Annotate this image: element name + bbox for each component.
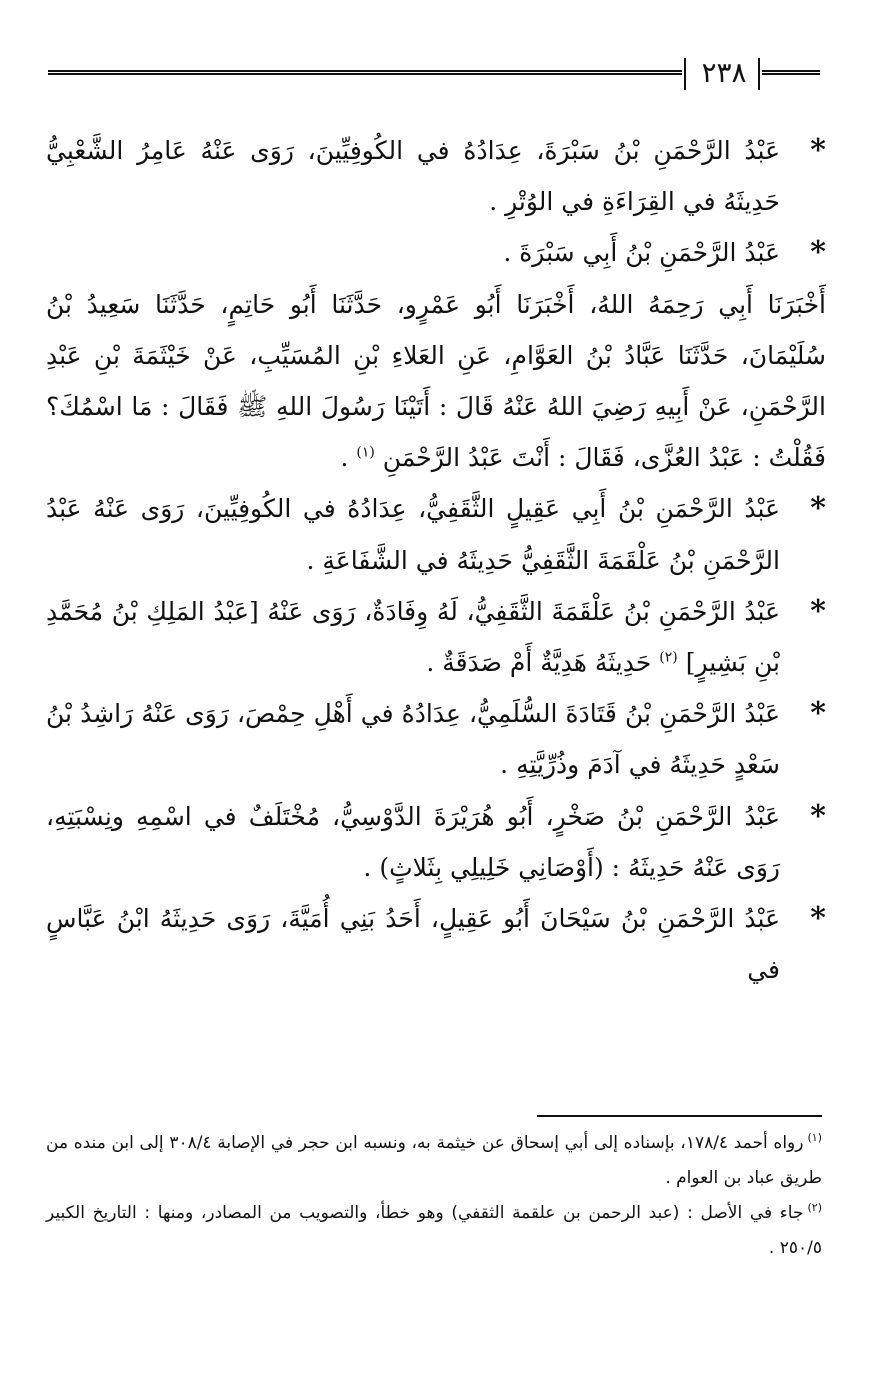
entry-text: عَبْدُ الرَّحْمَنِ بْنُ أَبِي سَبْرَةَ . (503, 238, 780, 268)
main-text (46, 125, 826, 995)
footnotes (46, 1126, 822, 1266)
entry-ibn-qatadah (46, 688, 826, 790)
header-rule-right (762, 70, 820, 75)
narration-end: . (340, 443, 349, 473)
entry-star: * (810, 491, 826, 527)
entry-text: عَبْدُ الرَّحْمَنِ بْنُ أَبِي عَقِيلٍ الثَّقَفِيُّ، عِدَادُهُ في الكُوفِيِّينَ، رَوَى عَنْهُ عَبْدُ الرَّحْمَنِ بْنُ عَلْقَمَةَ الثَّقَفِيُّ حَدِيثَهُ في الشَّفَاعَةِ . (46, 494, 780, 575)
footnote-separator (537, 1115, 822, 1117)
footnote-2 (46, 1196, 822, 1266)
footnote-mark: (١) (807, 1131, 822, 1145)
entry-text: عَبْدُ الرَّحْمَنِ بْنُ سَبْرَةَ، عِدَادُهُ في الكُوفِيِّينَ، رَوَى عَنْهُ عَامِرُ الشَّعْبِيُّ حَدِيثَهُ في القِرَاءَةِ في الوُتْرِ . (46, 136, 780, 217)
footnote-text: جاء في الأصل : (عبد الرحمن بن علقمة الثقفي) وهو خطأ، والتصويب من المصادر، ومنها : التاريخ الكبير ٢٥٠/٥ . (46, 1203, 822, 1258)
entry-star: * (810, 798, 826, 834)
entry-star: * (810, 593, 826, 629)
entry-text: عَبْدُ الرَّحْمَنِ بْنُ صَخْرٍ، أَبُو هُرَيْرَةَ الدَّوْسِيُّ، مُخْتَلَفٌ في اسْمِهِ ونِسْبَتِهِ، رَوَى عَنْهُ حَدِيثَهُ : (أَوْصَانِي خَلِيلِي بِثَلاثٍ) . (46, 801, 780, 882)
entry-ibn-alqamah (46, 586, 826, 688)
entry-ibn-abi-aqil (46, 483, 826, 585)
footnote-mark: (٢) (807, 1201, 822, 1215)
footnote-1 (46, 1126, 822, 1196)
entry-text: عَبْدُ الرَّحْمَنِ بْنُ سَيْحَانَ أَبُو عَقِيلٍ، أَحَدُ بَنِي أُمَيَّةَ، رَوَى حَدِيثَهُ ابْنُ عَبَّاسٍ في (46, 904, 780, 985)
entry-text-before: عَبْدُ الرَّحْمَنِ بْنُ عَلْقَمَةَ الثَّقَفِيُّ، لَهُ وِفَادَةٌ، رَوَى عَنْهُ [عَبْدُ المَلِكِ بْنُ مُحَمَّدِ بْنِ بَشِيرٍ] (46, 596, 780, 678)
narration-text: أَخْبَرَنَا أَبِي رَحِمَهُ اللهُ، أَخْبَرَنَا أَبُو عَمْرٍو، حَدَّثَنَا أَبُو حَاتِمٍ، حَدَّثَنَا سَعِيدُ بْنُ سُلَيْمَانَ، حَدَّثَنَا عَبَّادُ بْنُ العَوَّامِ، عَنِ العَلاءِ بْنِ المُسَيِّبِ، عَنْ خَيْثَمَةَ بْنِ عَبْدِ الرَّحْمَنِ، عَنْ أَبِيهِ رَضِيَ اللهُ عَنْهُ قَالَ : أَتَيْنَا رَسُولَ اللهِ ﷺ فَقَالَ : مَا اسْمُكَ؟ فَقُلْتُ : عَبْدُ العُزَّى، فَقَالَ : أَنْتَ عَبْدُ الرَّحْمَنِ (46, 289, 826, 473)
entry-ibn-saihan (46, 893, 826, 995)
header-separator-right (758, 58, 760, 90)
entry-ibn-sabrah (46, 125, 826, 227)
footnote-reference-2[interactable]: (٢) (659, 649, 678, 666)
page-header (48, 52, 820, 96)
entry-star: * (810, 696, 826, 732)
entry-star: * (810, 901, 826, 937)
entry-text-after: حَدِيثَهُ هَدِيَّةٌ أَمْ صَدَقَةٌ . (426, 648, 652, 678)
header-rule-left (48, 70, 682, 75)
header-separator-left (684, 58, 686, 90)
entry-text: عَبْدُ الرَّحْمَنِ بْنُ قَتَادَةَ السُّلَمِيُّ، عِدَادُهُ في أَهْلِ حِمْصَ، رَوَى عَنْهُ رَاشِدُ بْنُ سَعْدٍ حَدِيثَهُ في آدَمَ وذُرِّيَّتِهِ . (46, 699, 780, 780)
footnote-text: رواه أحمد ١٧٨/٤، بإسناده إلى أبي إسحاق عن خيثمة به، ونسبه ابن حجر في الإصابة ٣٠٨/٤ إلى ابن منده من طريق عباد بن العوام . (46, 1133, 822, 1188)
entry-ibn-sakhr (46, 791, 826, 893)
page-number: ٢٣٨ (701, 56, 747, 89)
entry-star: * (810, 133, 826, 168)
footnote-reference-1[interactable]: (١) (356, 444, 375, 461)
entry-ibn-abi-sabrah (46, 227, 826, 278)
entry-star: * (810, 235, 826, 271)
narration-paragraph (46, 279, 826, 484)
